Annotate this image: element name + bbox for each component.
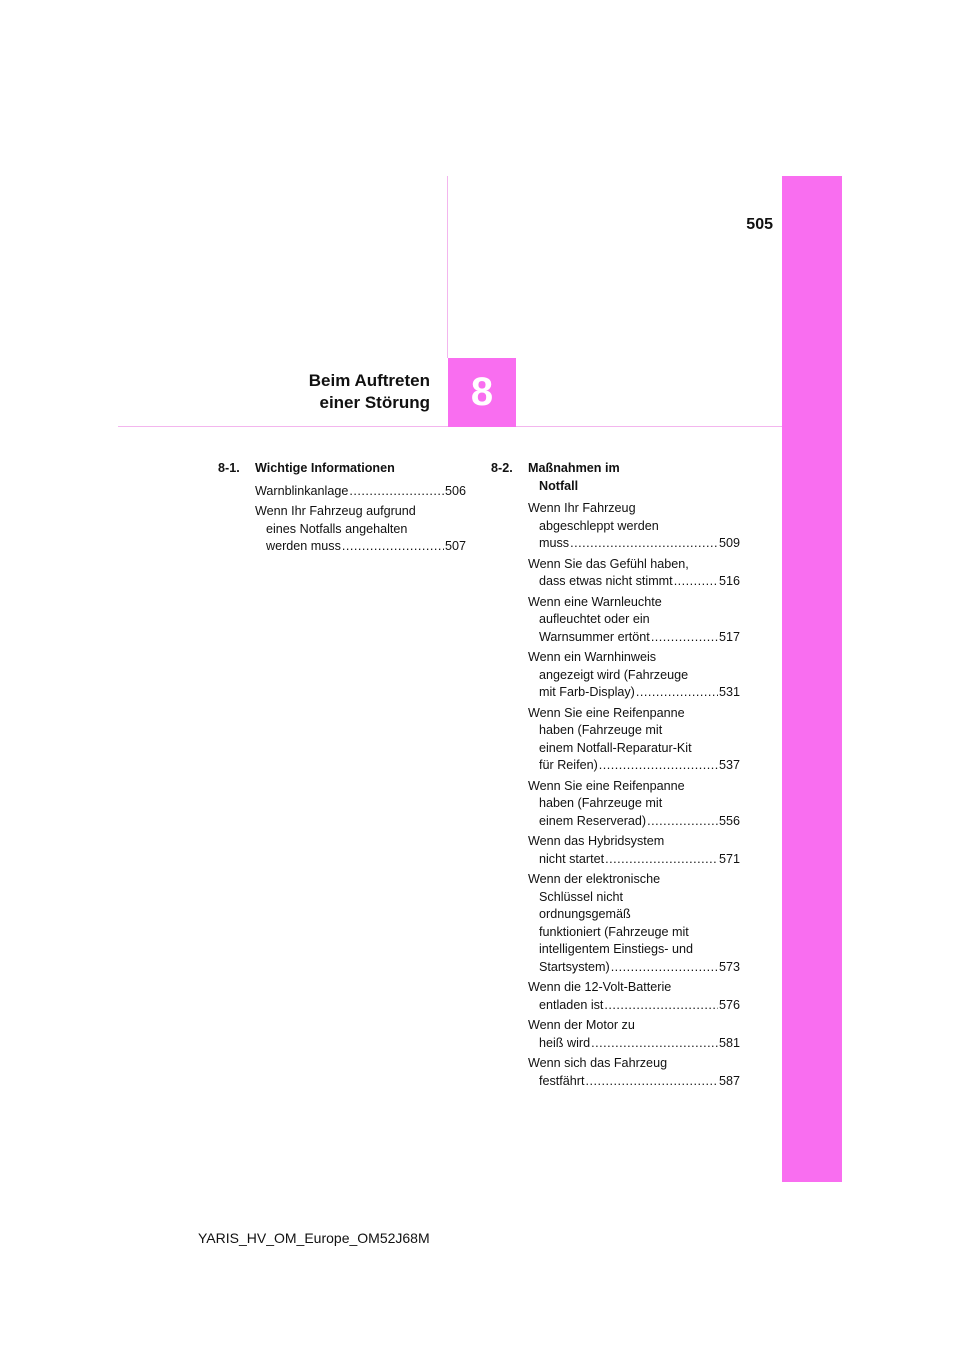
toc-entry-line: Wenn die 12-Volt-Batterie [528,980,672,994]
toc-entry-page: 516 [718,574,740,588]
toc-entry[interactable] [528,1055,740,1090]
toc-entry[interactable] [528,871,740,976]
toc-entry-last-line [528,997,740,1015]
toc-entry-line: Wenn Sie eine Reifenpanne [528,778,685,793]
toc-entry-line: aufleuchtet oder ein [539,612,650,626]
toc-entry[interactable] [255,503,466,556]
toc-section-title [528,460,740,495]
toc-entry-line: für Reifen) [539,758,598,772]
toc-entry-line: Wenn eine Warnleuchte [528,594,662,609]
toc-section-heading [491,460,740,495]
toc-entry-page: 573 [718,959,740,974]
toc-leader-dots [342,538,444,556]
toc-entry[interactable] [528,833,740,868]
toc-leader-dots [586,1073,718,1091]
toc-entry[interactable] [528,649,740,702]
side-tab [782,176,842,1182]
toc-entry-line: intelligentem Einstiegs- und [539,942,694,956]
toc-entry-page: 571 [718,851,740,866]
toc-entry-line: Wenn sich das Fahrzeug [528,1056,668,1070]
toc-entry-line: abgeschleppt werden [539,518,659,533]
toc-entry-last-line [528,1035,740,1053]
chapter-title-line2: einer Störung [319,393,430,412]
toc-entry-line: entladen ist [539,997,604,1012]
toc-leader-dots [651,629,718,647]
toc-section-title-line: Maßnahmen im [528,461,620,475]
toc-entry-line: Wenn das Hybridsystem [528,834,665,848]
toc-entry[interactable] [528,594,740,647]
toc-entry[interactable] [528,500,740,553]
toc-entry[interactable] [528,1017,740,1052]
toc-column-left [218,460,466,559]
toc-entry-line: festfährt [539,1073,585,1088]
toc-entry-line: Wenn Ihr Fahrzeug aufgrund [255,504,416,518]
chapter-title [309,370,430,414]
toc-entry-page: 509 [718,536,740,550]
toc-entry-line: werden muss [266,539,341,553]
footer-code: YARIS_HV_OM_Europe_OM52J68M [198,1230,430,1246]
toc-entry-line: haben (Fahrzeuge mit [539,723,663,737]
page-number: 505 [746,216,773,233]
toc-entry-last-line [255,483,466,501]
toc-section-title-line: Wichtige Informationen [255,461,395,475]
toc-leader-dots [605,851,718,869]
toc-entry-line: Wenn Sie das Gefühl haben, [528,556,689,571]
toc-section-number: 8-2. [491,461,513,475]
toc-entry-last-line [528,573,740,591]
toc-entry-line: einem Notfall-Reparatur-Kit [539,740,692,755]
toc-leader-dots [591,1035,718,1053]
toc-entry-line: Warnblinkanlage [255,483,349,498]
toc-entry-page: 556 [718,813,740,828]
toc-entry-line: heiß wird [539,1035,591,1050]
toc-entry-last-line [528,684,740,702]
toc-entry-line: ordnungsgemäß [539,907,631,921]
toc-entry-last-line [528,535,740,553]
toc-entry-last-line [528,851,740,869]
toc-entry-line: funktioniert (Fahrzeuge mit [539,924,689,939]
toc-entry[interactable] [255,483,466,501]
toc-entry[interactable] [528,979,740,1014]
toc-leader-dots [674,573,718,591]
toc-entry-line: Schlüssel nicht [539,889,623,904]
toc-entry-page: 517 [718,629,740,644]
toc-entry-last-line [528,813,740,831]
toc-entry-page: 507 [444,539,466,553]
toc-entry-line: Warnsummer ertönt [539,629,650,644]
toc-entry-line: Wenn Sie eine Reifenpanne [528,705,685,720]
toc-entry-last-line [528,629,740,647]
toc-entry-last-line [528,757,740,775]
toc-section-title [255,460,466,478]
toc-entry-line: eines Notfalls angehalten [266,521,408,536]
toc-entry-page: 506 [444,483,466,498]
toc-leader-dots [570,535,718,553]
toc-entry-page: 581 [718,1035,740,1050]
toc-entry-page: 531 [718,685,740,699]
toc-leader-dots [636,684,718,702]
toc-entry-line: Wenn der Motor zu [528,1018,635,1032]
toc-entry-line: Wenn ein Warnhinweis [528,650,657,664]
toc-entry-line: Wenn Ihr Fahrzeug [528,501,636,515]
toc-entry-page: 587 [718,1073,740,1088]
toc-leader-dots [604,997,718,1015]
toc-leader-dots [647,813,718,831]
toc-entry-last-line [255,538,466,556]
toc-section-number: 8-1. [218,461,240,475]
toc-entry-page: 537 [718,758,740,772]
toc-column-right [491,460,740,1093]
toc-entry-line: dass etwas nicht stimmt [539,574,673,588]
toc-entry-line: haben (Fahrzeuge mit [539,796,663,810]
toc-entry-line: mit Farb-Display) [539,685,635,699]
toc-entry-line: Startsystem) [539,959,610,974]
toc-entry[interactable] [528,556,740,591]
toc-leader-dots [349,483,444,501]
toc-entry[interactable] [528,778,740,831]
toc-leader-dots [611,959,718,977]
toc-entry-line: nicht startet [539,851,605,866]
toc-section-title-line: Notfall [539,478,579,493]
chapter-number-box: 8 [448,358,516,427]
vertical-rule [447,176,448,358]
toc-entry-line: angezeigt wird (Fahrzeuge [539,667,689,682]
toc-entry-last-line [528,1073,740,1091]
toc-section-heading [218,460,466,478]
toc-leader-dots [599,757,718,775]
toc-entry-line: einem Reserverad) [539,813,647,828]
chapter-title-line1: Beim Auftreten [308,371,430,390]
toc-entry[interactable] [528,705,740,775]
toc-entry-line: muss [539,536,570,550]
toc-entry-last-line [528,959,740,977]
toc-entry-page: 576 [718,997,740,1012]
toc-entry-line: Wenn der elektronische [528,872,661,886]
